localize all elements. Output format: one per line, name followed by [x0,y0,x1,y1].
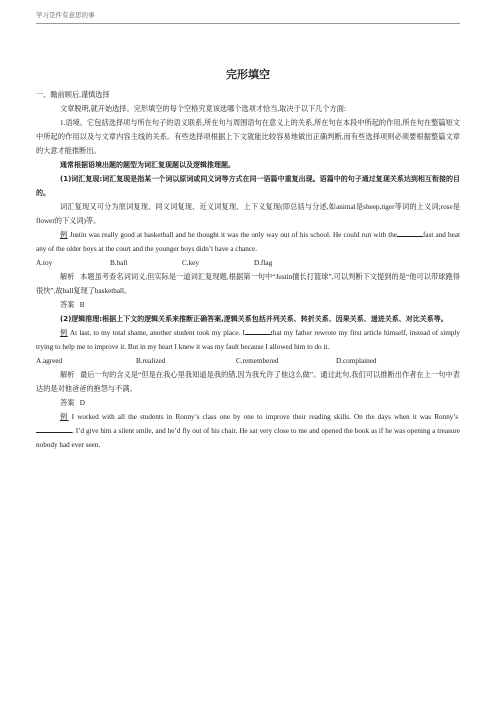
answer-blank [36,424,72,433]
example-1-text: 例 Justin was really good at basketball and he thought it was the only way out of his school. He could run with the fast and beat any of the older boys at the court and the younger boys didn’t have a chance. [36,228,460,256]
document-body [36,88,460,452]
example-2-analysis: 解析 最后一句的含义是“但是在我心里我知道是我的错,因为我允许了他这么做”。通过此句,我们可以推断出作者在上一句中表达的是对他爸爸的抱怨与不满。 [36,371,460,393]
context-paragraph: 1.语境。它包括选择项与所在句子的语义联系,所在句与周围语句在意义上的关系,所在句在本段中所起的作用,所在句在整篇短文中所起的作用以及与文章内容主线的关系。有些选择项根据上下文就能比较容易地做出正确判断,而有些选择项则必须要根据整篇文章的大意才能推断出。 [36,119,460,155]
answer-blank [245,326,271,335]
section-heading: 一、瞻前顾后,谨慎选择 [36,91,110,99]
lexical-repetition-paragraph: 词汇复现又可分为原词复现、同义词复现、近义词复现、上下义复现(即总括与分述,如animal是sheep,tiger等词的上义词;rose是flower的下义词)等。 [36,203,460,225]
question-types-note: 通常根据语境出题的题型为词汇复现题以及逻辑推理题。 [60,161,235,169]
option-b: B.realized [136,357,166,365]
example-2-text: 例 At last, to my total shame, another student took my place. I that my father rewrote my first article himself, instead of simply trying to help me to improve it. But in my heart I knew it was my fault because I allowed him to do it. [36,326,460,354]
option-c: C.key [182,259,199,267]
option-d: D.flag [254,259,273,267]
example-1-analysis: 解析 本题虽考查名词词义,但实际是一道词汇复现题,根据第一句中“Justin擅长打篮球”,可以判断下文提到的是“他可以带球跑得很快”,故ball复现了basketball。 [36,273,460,295]
example-1-answer: 答案 B [60,301,85,309]
lexical-repetition-heading: (1)词汇复现:词汇复现是指某一个词以原词或同义词等方式在同一语篇中重复出现。语篇中的句子通过复现关系达到相互衔接的目的。 [36,175,460,197]
option-d: D.complained [336,357,377,365]
header-divider [36,23,460,24]
example-1-options [36,256,460,270]
example-2-answer: 答案 D [60,399,85,407]
intro-paragraph: 文章脱明,就开始选择。完形填空的每个空格究竟该选哪个选项才恰当,取决于以下几个方面: [60,105,346,113]
option-b: B.ball [110,259,128,267]
example-label: 例 [60,231,68,239]
option-c: C.remembered [236,357,279,365]
option-a: A.agreed [36,357,63,365]
example-3-text: 例 I worked with all the students in Ronny’s class one by one to improve their reading skills. On the days when it was Ronny’s , I’d give him a silent smile, and he’d fly out of his chair. He sat very close to me and opened the book as if he was opening a treasure nobody had ever seen. [36,413,460,449]
option-a: A.toy [36,259,53,267]
example-label: 例 [60,413,69,421]
page-header: 学习是件有意思的事 [36,11,95,19]
page-title: 完形填空 [226,68,270,81]
answer-blank [397,228,423,237]
example-2-options [36,354,460,368]
example-label: 例 [60,329,68,337]
logical-reasoning-heading: (2)逻辑推理:根据上下文的逻辑关系来推断正确答案,逻辑关系包括并列关系、转折关系、因果关系、递进关系、对比关系等。 [60,315,448,323]
